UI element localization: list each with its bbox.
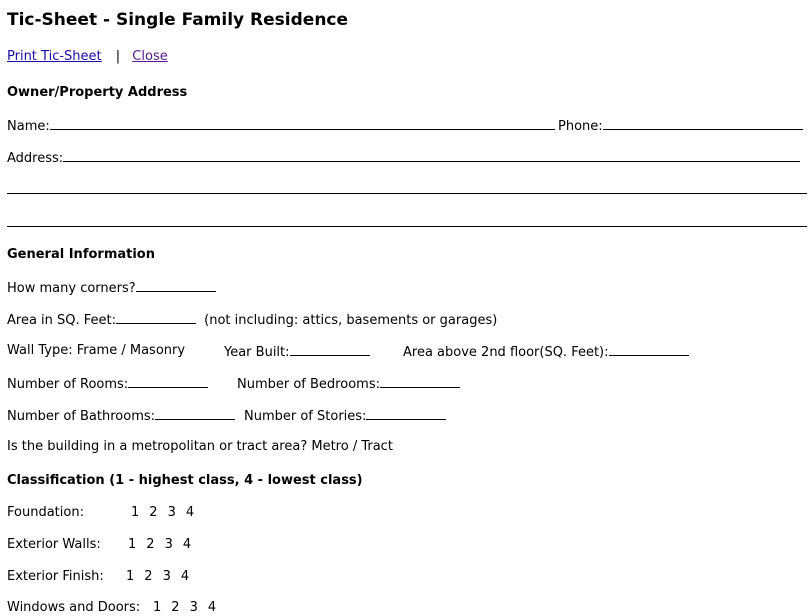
phone-field[interactable] xyxy=(603,117,803,130)
area-above-field[interactable] xyxy=(609,343,689,356)
area-field[interactable] xyxy=(116,311,196,324)
class-option[interactable]: 3 xyxy=(189,600,198,615)
bathrooms-label: Number of Bathrooms: xyxy=(7,409,156,424)
classification-row-label: Exterior Finish: xyxy=(7,569,104,584)
class-option[interactable]: 1 xyxy=(153,600,162,615)
classification-heading: Classification (1 - highest class, 4 - lowest class) xyxy=(7,473,363,488)
address-label: Address: xyxy=(7,151,64,166)
area-above-label: Area above 2nd floor(SQ. Feet): xyxy=(403,345,609,360)
class-option[interactable]: 4 xyxy=(185,505,195,520)
area-row xyxy=(7,311,497,329)
class-option[interactable]: 3 xyxy=(164,537,173,552)
class-option[interactable]: 4 xyxy=(180,569,190,584)
page-title: Tic-Sheet - Single Family Residence xyxy=(7,10,349,30)
rooms-row xyxy=(7,375,208,393)
classification-row xyxy=(7,600,140,616)
corners-field[interactable] xyxy=(136,279,216,292)
class-option[interactable]: 4 xyxy=(207,600,217,615)
address-line-3[interactable] xyxy=(7,226,807,227)
area-above-row xyxy=(403,343,689,361)
corners-label: How many corners? xyxy=(7,281,136,296)
address-line-2[interactable] xyxy=(7,193,807,194)
area-note: (not including: attics, basements or garages) xyxy=(204,313,498,328)
stories-field[interactable] xyxy=(366,407,446,420)
year-built-label: Year Built: xyxy=(224,345,290,360)
link-separator: | xyxy=(115,49,121,64)
stories-row xyxy=(244,407,446,425)
close-link[interactable]: Close xyxy=(132,49,168,64)
phone-row xyxy=(558,117,803,135)
phone-label: Phone: xyxy=(558,119,603,134)
class-option[interactable]: 3 xyxy=(167,505,176,520)
area-label: Area in SQ. Feet: xyxy=(7,313,117,328)
name-label: Name: xyxy=(7,119,50,134)
name-row xyxy=(7,117,555,135)
class-option[interactable]: 4 xyxy=(182,537,192,552)
classification-row-label: Exterior Walls: xyxy=(7,537,101,552)
classification-row-label: Foundation: xyxy=(7,505,84,520)
wall-type-text: Wall Type: Frame / Masonry xyxy=(7,343,186,358)
class-option[interactable]: 1 xyxy=(128,537,137,552)
exterior-walls-options xyxy=(128,537,201,553)
name-field[interactable] xyxy=(50,117,555,130)
action-links xyxy=(7,49,168,65)
metro-question: Is the building in a metropolitan or tract area? Metro / Tract xyxy=(7,439,393,454)
classification-row xyxy=(7,537,101,553)
windows-doors-options xyxy=(153,600,226,616)
bathrooms-field[interactable] xyxy=(155,407,235,420)
rooms-field[interactable] xyxy=(128,375,208,388)
owner-section-heading: Owner/Property Address xyxy=(7,85,188,100)
bathrooms-row xyxy=(7,407,235,425)
class-option[interactable]: 3 xyxy=(162,569,171,584)
foundation-options xyxy=(131,505,204,521)
stories-label: Number of Stories: xyxy=(244,409,367,424)
class-option[interactable]: 2 xyxy=(146,537,155,552)
class-option[interactable]: 2 xyxy=(171,600,180,615)
corners-row xyxy=(7,279,216,297)
classification-row xyxy=(7,569,104,585)
address-row xyxy=(7,149,800,167)
year-built-row xyxy=(224,343,370,361)
class-option[interactable]: 1 xyxy=(131,505,140,520)
bedrooms-field[interactable] xyxy=(380,375,460,388)
class-option[interactable]: 2 xyxy=(149,505,158,520)
bedrooms-row xyxy=(237,375,460,393)
exterior-finish-options xyxy=(126,569,199,585)
class-option[interactable]: 2 xyxy=(144,569,153,584)
classification-row xyxy=(7,505,84,521)
print-tic-sheet-link[interactable]: Print Tic-Sheet xyxy=(7,49,102,64)
classification-row-label: Windows and Doors: xyxy=(7,600,141,615)
rooms-label: Number of Rooms: xyxy=(7,377,129,392)
bedrooms-label: Number of Bedrooms: xyxy=(237,377,380,392)
class-option[interactable]: 1 xyxy=(126,569,135,584)
address-field[interactable] xyxy=(63,149,800,162)
year-built-field[interactable] xyxy=(290,343,370,356)
general-section-heading: General Information xyxy=(7,247,155,262)
